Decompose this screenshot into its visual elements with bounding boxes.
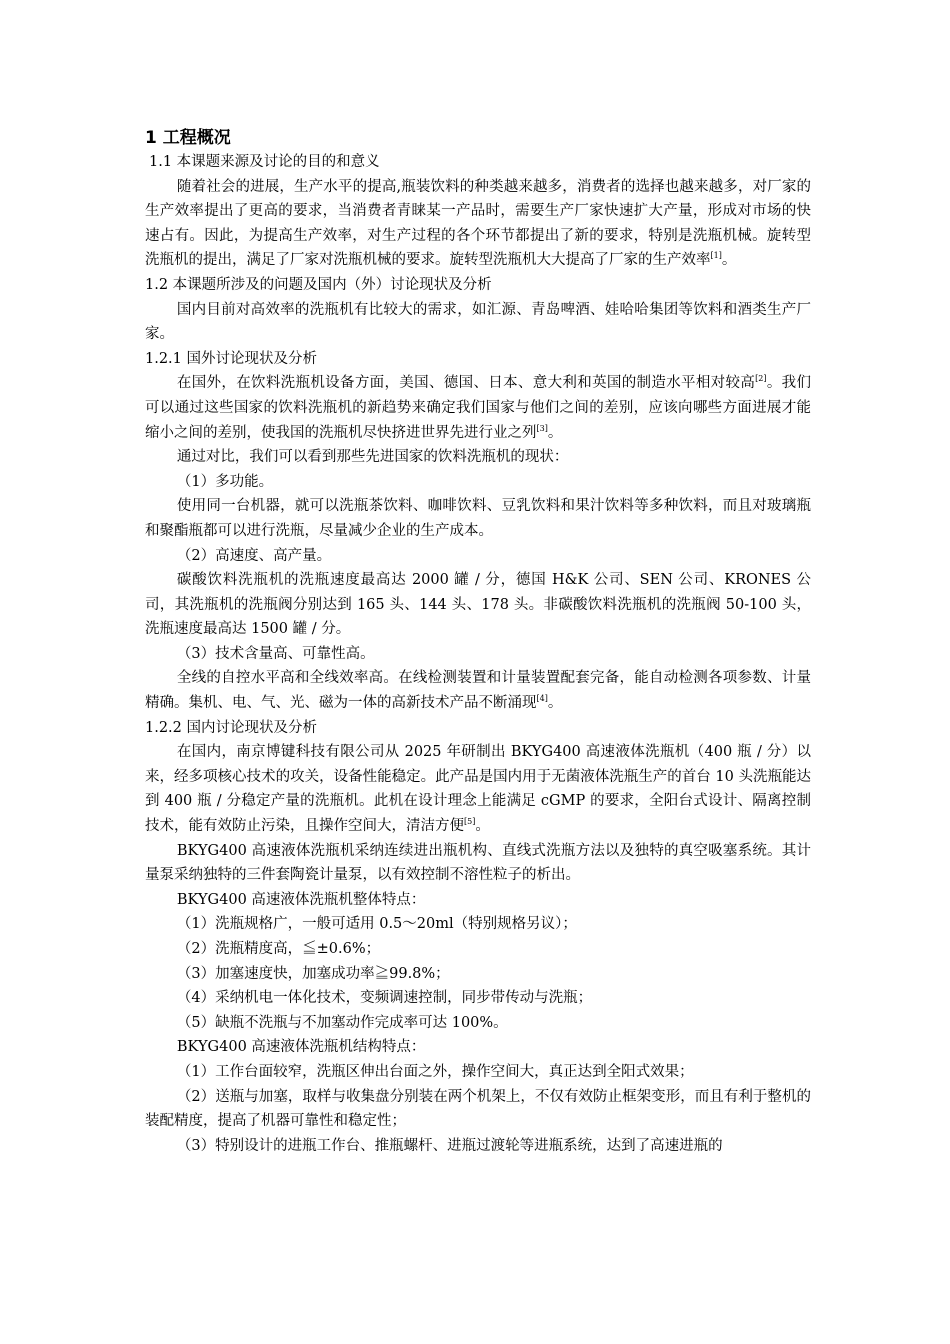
citation-4: [4] [536, 694, 548, 704]
paragraph-11 [145, 740, 811, 838]
paragraph-text: 在国内，南京博键科技有限公司从 2025 年研制出 BKYG400 高速液体洗瓶机（400 瓶 / 分）以来，经多项核心技术的攻关，设备性能稳定。此产品是国内用于无菌液体洗瓶生产的首台 10 头洗瓶能达到 400 瓶 / 分稳定产量的洗瓶机。此机在设计理念上能满足 cGMP 的要求，全阳台式设计、隔离控制技术，能有效防止污染，且操作空间大，清洁方便 [145, 744, 811, 835]
paragraph-2: 国内目前对高效率的洗瓶机有比较大的需求，如汇源、青岛啤酒、娃哈哈集团等饮料和酒类生产厂家。 [145, 301, 811, 343]
paragraph-7: （2）高速度、高产量。 [176, 547, 332, 564]
paragraph-5: （1）多功能。 [176, 473, 274, 490]
list-item: （5）缺瓶不洗瓶与不加塞动作完成率可达 100%。 [176, 1014, 508, 1031]
paragraph-1: 随着社会的进展，生产水平的提高,瓶装饮料的种类越来越多，消费者的选择也越来越多，对厂家的生产效率提出了更高的要求，当消费者青睐某一产品时，需要生产厂家快速扩大产量，形成对市场的快速占有。因此，为提高生产效率，对生产过程的各个环节都提出了新的要求，特别是洗瓶机械。旋转型洗瓶机的提出，满足了厂家对洗瓶机械的要求。旋转型洗瓶机大大提高了厂家的生产效率[1]。 [145, 178, 811, 269]
paragraph-3 [145, 371, 811, 445]
paragraph-text: 。 [475, 818, 490, 835]
paragraph-text: 。 [547, 424, 563, 441]
citation-3: [3] [536, 423, 548, 433]
list-item: （1）工作台面较窄，洗瓶区伸出台面之外，操作空间大，真正达到全阳式效果； [176, 1063, 694, 1080]
paragraph-4: 通过对比，我们可以看到那些先进国家的饮料洗瓶机的现状： [176, 449, 569, 466]
document-page [145, 126, 811, 1158]
paragraph-text: 全线的自控水平高和全线效率高。在线检测装置和计量装置配套完备，能自动检测各项参数、计量精确。集机、电、气、光、磁为一体的高新技术产品不断涌现 [145, 670, 811, 712]
paragraph-10 [145, 666, 811, 715]
list-item: （2）洗瓶精度高，≦±0.6%； [176, 941, 381, 957]
section-heading-1-2-2: 1.2.2 国内讨论现状及分析 [145, 719, 318, 736]
citation-1: [1] [710, 251, 722, 261]
paragraph-8: 碳酸饮料洗瓶机的洗瓶速度最高达 2000 罐 / 分，德国 H&K 公司、SEN 公司、KRONES 公司，其洗瓶机的洗瓶阀分别达到 165 头、144 头、178 头。非碳酸饮料洗瓶机的洗瓶阀 50-100 头，洗瓶速度最高达 1500 罐 / 分。 [145, 572, 811, 638]
paragraph-13: BKYG400 高速液体洗瓶机整体特点： [176, 891, 426, 908]
list-item: （3）加塞速度快，加塞成功率≧99.8%； [176, 965, 450, 982]
section-heading-1-1: 1.1 本课题来源及讨论的目的和意义 [149, 154, 380, 170]
paragraph-text: 。我们可以通过这些国家的饮料洗瓶机的新趋势来确定我们国家与他们之间的差别，应该向哪些方面进展才能缩小之间的差别，使我国的洗瓶机尽快挤进世界先进行业之列 [145, 375, 811, 441]
list-item: （4）采纳机电一体化技术，变频调速控制，同步带传动与洗瓶； [176, 990, 593, 1007]
paragraph-6: 使用同一台机器，就可以洗瓶茶饮料、咖啡饮料、豆乳饮料和果汁饮料等多种饮料，而且对玻璃瓶和聚酯瓶都可以进行洗瓶，尽量减少企业的生产成本。 [145, 498, 811, 539]
paragraph-9: （3）技术含量高、可靠性高。 [176, 645, 375, 662]
paragraph-12: BKYG400 高速液体洗瓶机采纳连续进出瓶机构、直线式洗瓶方法以及独特的真空吸塞系统。其计量泵采纳独特的三件套陶瓷计量泵，以有效控制不溶性粒子的析出。 [145, 842, 811, 884]
paragraph-text: 随着社会的进展，生产水平的提高,瓶装饮料的种类越来越多，消费者的选择也越来越多，对厂家的生产效率提出了更高的要求，当消费者青睐某一产品时，需要生产厂家快速扩大产量，形成对市场的快速占有。因此，为提高生产效率，对生产过程的各个环节都提出了新的要求，特别是洗瓶机械。旋转型洗瓶机的提出，满足了厂家对洗瓶机械的要求。旋转型洗瓶机大大提高了厂家的生产效率 [145, 178, 811, 269]
list-item: （3）特别设计的进瓶工作台、推瓶螺杆、进瓶过渡轮等进瓶系统，达到了高速进瓶的 [176, 1137, 723, 1154]
paragraph-19: BKYG400 高速液体洗瓶机结构特点： [176, 1039, 426, 1056]
citation-5: [5] [464, 817, 476, 827]
section-heading-1-2: 1.2 本课题所涉及的问题及国内（外）讨论现状及分析 [145, 276, 492, 293]
page-title: 1 工程概况 [145, 128, 231, 148]
paragraph-text: 。 [547, 695, 563, 712]
section-heading-1-2-1: 1.2.1 国外讨论现状及分析 [145, 350, 318, 367]
paragraph-text: 在国外，在饮料洗瓶机设备方面，美国、德国、日本、意大利和英国的制造水平相对较高 [176, 375, 756, 392]
citation-2: [2] [755, 374, 767, 384]
list-item: （1）洗瓶规格广，一般可适用 0.5～20ml（特别规格另议）； [176, 916, 577, 933]
list-item: （2）送瓶与加塞，取样与收集盘分别装在两个机架上，不仅有效防止框架变形，而且有利于整机的装配精度，提高了机器可靠性和稳定性； [145, 1088, 811, 1130]
